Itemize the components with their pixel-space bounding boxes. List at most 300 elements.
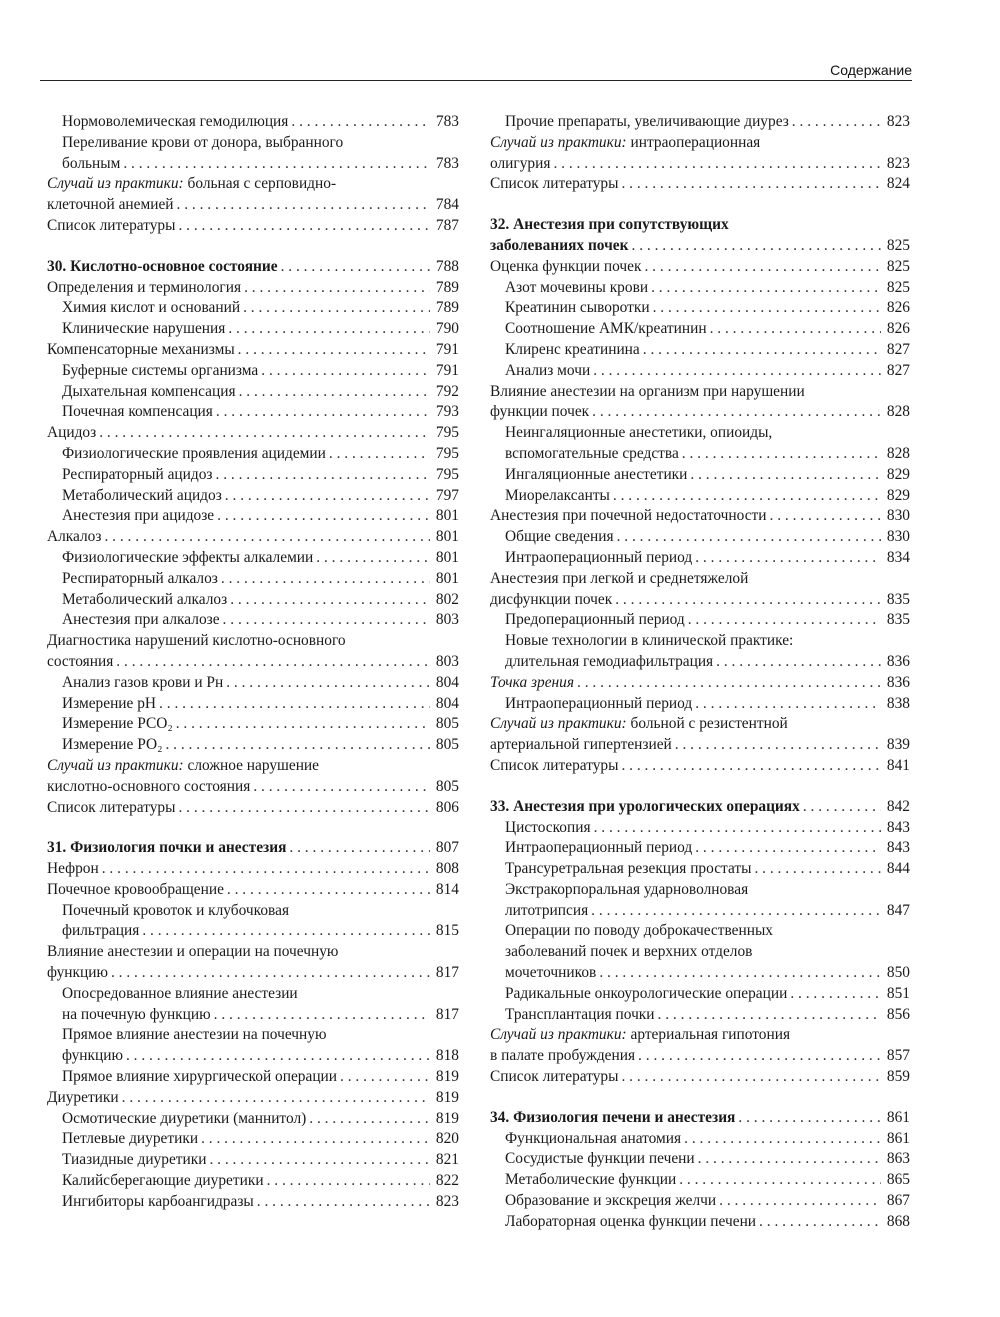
toc-entry-title: Физиологические проявления ацидемии [62,444,326,462]
toc-page-number: 801 [435,548,459,566]
toc-page-number: 795 [435,444,459,462]
toc-entry-title: Ингибиторы карбоангидразы [62,1192,254,1210]
toc-entry-title: Случай из практики: сложное нарушение [47,756,320,774]
dot-leader [621,756,881,777]
toc-entry-title: Нормоволемическая гемодилюция [62,113,289,130]
toc-page-number: 857 [886,1047,910,1065]
toc-chapter-entry [490,215,910,257]
toc-column-left [47,112,459,1213]
toc-entry [490,818,910,839]
toc-page-number: 850 [886,964,910,982]
toc-entry-title: Ингаляционные анестетики [505,465,688,483]
toc-entry [490,859,910,880]
toc-entry [47,694,459,715]
toc-entry-title: дисфункции почек [490,590,613,608]
toc-entry-title: Алкалоз [47,528,102,546]
toc-entry [47,506,459,527]
dot-leader [227,880,430,901]
toc-entry [490,486,910,507]
toc-entry [47,548,459,569]
toc-entry-title: Петлевые диуретики [62,1130,199,1148]
toc-entry [47,1171,459,1192]
dot-leader [216,465,431,486]
toc-page-number: 847 [886,901,910,919]
toc-entry-title: функцию [47,964,108,982]
toc-page-number: 839 [886,736,910,754]
toc-page-number: 790 [435,320,459,338]
toc-page-number: 802 [435,590,459,608]
toc-chapter-entry [47,257,459,278]
toc-page-number: 791 [435,340,459,358]
toc-entry-title: Список литературы [47,216,176,234]
toc-entry-title: артериальной гипертензией [490,736,672,754]
toc-page-number: 819 [435,1068,459,1086]
toc-entry [47,590,459,611]
toc-page-number: 803 [435,611,459,629]
toc-page-number: 783 [435,154,459,172]
toc-entry-title: Измерение РСО₂ [62,715,173,733]
toc-entry-title: Тиазидные диуретики [62,1151,207,1169]
toc-entry [490,506,910,527]
toc-entry-title: Креатинин сыворотки [505,299,650,317]
toc-entry-title: 34. Физиология печени и анестезия [490,1108,736,1126]
toc-entry-title: 31. Физиология почки и анестезия [47,839,287,857]
running-header: Содержание [830,62,912,78]
toc-page-number: 820 [435,1130,459,1148]
dot-leader [281,257,430,278]
toc-entry-title: Почечный кровоток и клубочковая [62,901,290,919]
toc-page-number: 801 [435,507,459,525]
toc-page-number: 804 [435,694,459,712]
dot-leader [790,984,881,1005]
dot-leader [102,859,430,880]
toc-entry [47,298,459,319]
toc-page-number: 863 [886,1150,910,1168]
toc-page-number: 805 [435,777,459,795]
toc-page-number: 806 [435,798,459,816]
dot-leader [216,402,430,423]
dot-leader [679,1170,881,1191]
toc-entry [47,361,459,382]
toc-entry-title: олигурия [490,154,551,172]
toc-page-number: 825 [886,236,910,254]
dot-leader [553,154,881,175]
dot-leader [613,486,881,507]
toc-entry-title: Метаболический алкалоз [62,590,228,608]
toc-entry-title: заболеваний почек и верхних отделов [505,943,753,961]
dot-leader [165,735,430,756]
dot-leader [223,610,430,631]
toc-entry [490,880,910,922]
toc-page-number: 817 [435,964,459,982]
toc-entry-title: Экстракорпоральная ударноволновая [505,880,749,898]
toc-entry-title: Диагностика нарушений кислотно-основного [47,632,346,650]
toc-entry [490,1005,910,1026]
toc-chapter-entry [490,1108,910,1129]
toc-entry-title: Определения и терминология [47,278,242,296]
toc-entry [47,714,459,735]
toc-entry [47,486,459,507]
toc-entry [490,1129,910,1150]
toc-entry-title: Метаболические функции [505,1171,677,1189]
toc-entry-title: Анестезия при почечной недостаточности [490,507,767,525]
toc-entry-title: Сосудистые функции печени [505,1150,695,1168]
toc-entry-title: в палате пробуждения [490,1047,636,1065]
toc-entry-title: Физиологические эффекты алкалемии [62,548,314,566]
toc-entry-title: Список литературы [47,798,176,816]
dot-leader [142,921,430,942]
toc-page-number: 861 [886,1108,910,1126]
toc-entry-title: Список литературы [490,175,619,193]
toc-entry [490,838,910,859]
toc-entry [47,631,459,673]
dot-leader [695,548,881,569]
toc-entry-title: Прямое влияние хирургической операции [62,1068,338,1086]
dot-leader [226,673,430,694]
toc-entry-title: Измерение РО₂ [62,736,163,754]
dot-leader [214,1005,430,1026]
dot-leader [591,901,881,922]
toc-page-number: 830 [886,507,910,525]
toc-page-number: 829 [886,486,910,504]
dot-leader [653,298,881,319]
toc-entry [490,133,910,175]
toc-entry-title: Интраоперационный период [505,548,693,566]
toc-page-number: 803 [435,652,459,670]
toc-page-number: 828 [886,403,910,421]
toc-entry-title: 30. Кислотно-основное состояние [47,257,278,275]
toc-page-number: 789 [435,278,459,296]
toc-entry-title: Трансплантация почки [505,1005,655,1023]
dot-leader [104,527,430,548]
dot-leader [289,838,430,859]
dot-leader [111,963,430,984]
toc-entry [490,423,910,465]
toc-entry [490,257,910,278]
dot-leader [738,1108,881,1129]
toc-page-number: 808 [435,860,459,878]
toc-entry-title: Прочие препараты, увеличивающие диурез [505,113,789,130]
toc-entry-title: Диуретики [47,1088,119,1106]
dot-leader [592,402,881,423]
toc-entry-title: Соотношение АМК/креатинин [505,320,707,338]
toc-page-number: 792 [435,382,459,400]
toc-page-number: 835 [886,590,910,608]
toc-entry [490,319,910,340]
toc-entry [47,465,459,486]
toc-entry [490,569,910,611]
toc-entry [490,1212,910,1233]
dot-leader [230,590,430,611]
toc-page-number: 825 [886,278,910,296]
toc-page-number: 784 [435,196,459,214]
toc-entry [47,610,459,631]
dot-leader [239,382,430,403]
toc-page-number: 827 [886,361,910,379]
dot-leader [615,590,881,611]
dot-leader [178,216,430,237]
toc-entry [47,216,459,237]
toc-page-number: 807 [435,839,459,857]
toc-entry-prefix: Случай из практики: [490,715,627,733]
toc-entry [490,340,910,361]
toc-entry [490,631,910,673]
dot-leader [116,652,430,673]
toc-entry [490,756,910,777]
toc-column-right [490,112,910,1233]
toc-page-number: 791 [435,361,459,379]
toc-page-number: 819 [435,1109,459,1127]
dot-leader [177,195,430,216]
dot-leader [126,1046,430,1067]
dot-leader [577,673,881,694]
toc-entry-title: Новые технологии в клинической практике: [505,632,794,650]
toc-entry-title: Неингаляционные анестетики, опиоиды, [505,424,773,442]
toc-entry-title: Список литературы [490,756,619,774]
toc-entry-title: Дыхательная компенсация [62,382,236,400]
toc-entry [47,1067,459,1088]
dot-leader [267,1171,430,1192]
toc-page-number: 826 [886,299,910,317]
toc-entry-title: Буферные системы организма [62,361,259,379]
toc-page-number: 836 [886,673,910,691]
toc-entry-prefix: Точка зрения [490,673,575,691]
toc-entry-title: Образование и экскреция желчи [505,1192,717,1210]
toc-entry-title: Метаболический ацидоз [62,486,222,504]
dot-leader [658,1005,881,1026]
toc-page-number: 797 [435,486,459,504]
toc-entry [490,298,910,319]
toc-entry [47,859,459,880]
toc-entry [47,569,459,590]
dot-leader [238,340,430,361]
dot-leader [261,361,430,382]
dot-leader [688,610,881,631]
toc-entry [490,278,910,299]
toc-page-number: 838 [886,694,910,712]
dot-leader [690,465,881,486]
toc-entry-title: Операции по поводу доброкачественных [505,922,773,940]
toc-entry [490,548,910,569]
toc-entry-title: Общие сведения [505,528,614,546]
toc-entry [490,1191,910,1212]
dot-leader [209,1150,430,1171]
dot-leader [792,112,881,133]
dot-leader [644,257,881,278]
toc-page-number: 822 [435,1172,459,1190]
toc-entry-title: Оценка функции почек [490,257,642,275]
toc-entry-prefix: Случай из практики: [490,133,627,151]
toc-page-number: 814 [435,880,459,898]
toc-entry-title: Анестезия при алкалозе [62,611,220,629]
toc-entry-title: Функциональная анатомия [505,1129,682,1147]
toc-entry [490,1067,910,1088]
toc-entry [47,942,459,984]
dot-leader [594,818,881,839]
toc-entry [47,340,459,361]
toc-chapter-entry [47,838,459,859]
toc-entry [47,880,459,901]
toc-entry-title [490,673,574,694]
toc-page-number: 843 [886,839,910,857]
toc-entry-title: Прямое влияние анестезии на почечную [62,1026,327,1044]
toc-entry [490,984,910,1005]
toc-page-number: 788 [435,257,459,275]
toc-entry-title: кислотно-основного состояния [47,777,251,795]
toc-entry-title: Химия кислот и оснований [62,299,241,317]
toc-entry-title: Случай из практики: артериальная гипотония [490,1026,791,1044]
toc-page-number: 824 [886,175,910,193]
dot-leader [617,527,881,548]
header-rule [40,80,912,81]
dot-leader [329,444,430,465]
toc-page-number: 825 [886,257,910,275]
toc-entry-title: Анестезия при легкой и среднетяжелой [490,569,749,587]
dot-leader [257,1192,430,1213]
toc-entry-title: Лабораторная оценка функции печени [505,1212,757,1230]
dot-leader [291,112,430,133]
toc-entry [490,527,910,548]
toc-page-number: 817 [435,1005,459,1023]
dot-leader [159,694,430,715]
dot-leader [695,694,881,715]
toc-page-number: 851 [886,984,910,1002]
toc-page-number: 787 [435,216,459,234]
dot-leader [122,1088,430,1109]
toc-page-number: 829 [886,465,910,483]
toc-entry-prefix: Случай из практики: [490,1026,627,1044]
toc-entry-title: заболеваниях почек [490,236,629,254]
toc-entry [47,1025,459,1067]
toc-entry-title: Анализ газов крови и Рн [62,673,224,691]
toc-entry [47,444,459,465]
toc-entry-title: клеточной анемией [47,196,174,214]
toc-entry [47,735,459,756]
toc-entry-title: Список литературы [490,1068,619,1086]
toc-entry-title: 32. Анестезия при сопутствующих [490,216,729,234]
toc-page-number: 823 [435,1192,459,1210]
toc-entry-title: Респираторный ацидоз [62,465,213,483]
dot-leader [599,963,881,984]
toc-entry [47,673,459,694]
toc-entry [47,1192,459,1213]
toc-entry-title: состояния [47,652,114,670]
dot-leader [176,714,430,735]
toc-entry [47,319,459,340]
toc-entry-title: Случай из практики: больная с серповидно- [47,175,337,193]
toc-page-number: 823 [886,113,910,130]
toc-entry-title: Почечная компенсация [62,403,213,421]
toc-entry-title: Влияние анестезии на организм при нарушении [490,382,805,400]
toc-entry [490,714,910,756]
toc-entry-title: Почечное кровообращение [47,880,224,898]
toc-entry-title: Радикальные онкоурологические операции [505,984,788,1002]
toc-page-number: 823 [886,154,910,172]
toc-page-number: 793 [435,403,459,421]
toc-entry [47,133,459,175]
toc-entry [47,112,459,133]
toc-entry [490,382,910,424]
toc-entry-title: Трансуретральная резекция простаты [505,860,752,878]
dot-leader [651,278,881,299]
toc-page-number: 841 [886,756,910,774]
dot-leader [803,797,881,818]
toc-entry-title: Компенсаторные механизмы [47,340,235,358]
dot-leader [340,1067,430,1088]
dot-leader [770,506,882,527]
toc-page-number: 815 [435,922,459,940]
dot-leader [225,486,430,507]
toc-entry [490,921,910,983]
toc-page-number: 836 [886,652,910,670]
toc-page-number: 834 [886,548,910,566]
dot-leader [217,506,430,527]
toc-entry [490,1149,910,1170]
toc-entry [47,382,459,403]
toc-entry [47,901,459,943]
toc-entry [490,1170,910,1191]
dot-leader [244,278,430,299]
toc-page-number: 867 [886,1192,910,1210]
toc-entry-title: Анестезия при ацидозе [62,507,215,525]
dot-leader [228,319,430,340]
toc-entry-title: Случай из практики: интраоперационная [490,133,761,151]
dot-leader [123,154,430,175]
toc-entry [47,756,459,798]
toc-chapter-entry [490,797,910,818]
toc-entry-title: Клинические нарушения [62,320,226,338]
toc-entry-title: Переливание крови от донора, выбранного [62,133,344,151]
dot-leader [638,1046,881,1067]
toc-entry [490,1025,910,1067]
dot-leader [759,1212,881,1233]
toc-page-number: 804 [435,673,459,691]
toc-entry [490,694,910,715]
toc-entry [47,174,459,216]
toc-page-number: 818 [435,1047,459,1065]
dot-leader [201,1129,430,1150]
toc-entry-title: больным [62,154,121,172]
dot-leader [253,777,430,798]
toc-entry [490,112,910,133]
toc-entry [47,984,459,1026]
toc-entry-title: Влияние анестезии и операции на почечную [47,943,339,961]
dot-leader [754,859,881,880]
toc-entry-title: на почечную функцию [62,1005,211,1023]
toc-entry-title: Интраоперационный период [505,839,693,857]
dot-leader [710,319,881,340]
toc-page-number: 783 [435,113,459,130]
dot-leader [178,798,430,819]
toc-page-number: 843 [886,818,910,836]
toc-entry-prefix: Случай из практики: [47,756,184,774]
toc-page-number: 795 [435,465,459,483]
toc-page-number: 828 [886,444,910,462]
toc-page-number: 842 [886,797,910,815]
toc-page-number: 830 [886,528,910,546]
toc-page-number: 789 [435,299,459,317]
toc-entry-title: Измерение рН [62,694,157,712]
toc-entry-title: длительная гемодиафильтрация [505,652,714,670]
toc-entry-title: Осмотические диуретики (маннитол) [62,1109,307,1127]
toc-entry-title: фильтрация [62,922,140,940]
toc-page-number: 865 [886,1171,910,1189]
toc-page-number: 795 [435,424,459,442]
dot-leader [243,298,430,319]
toc-page-number: 821 [435,1151,459,1169]
toc-entry [490,361,910,382]
toc-entry-title: Азот мочевины крови [505,278,649,296]
